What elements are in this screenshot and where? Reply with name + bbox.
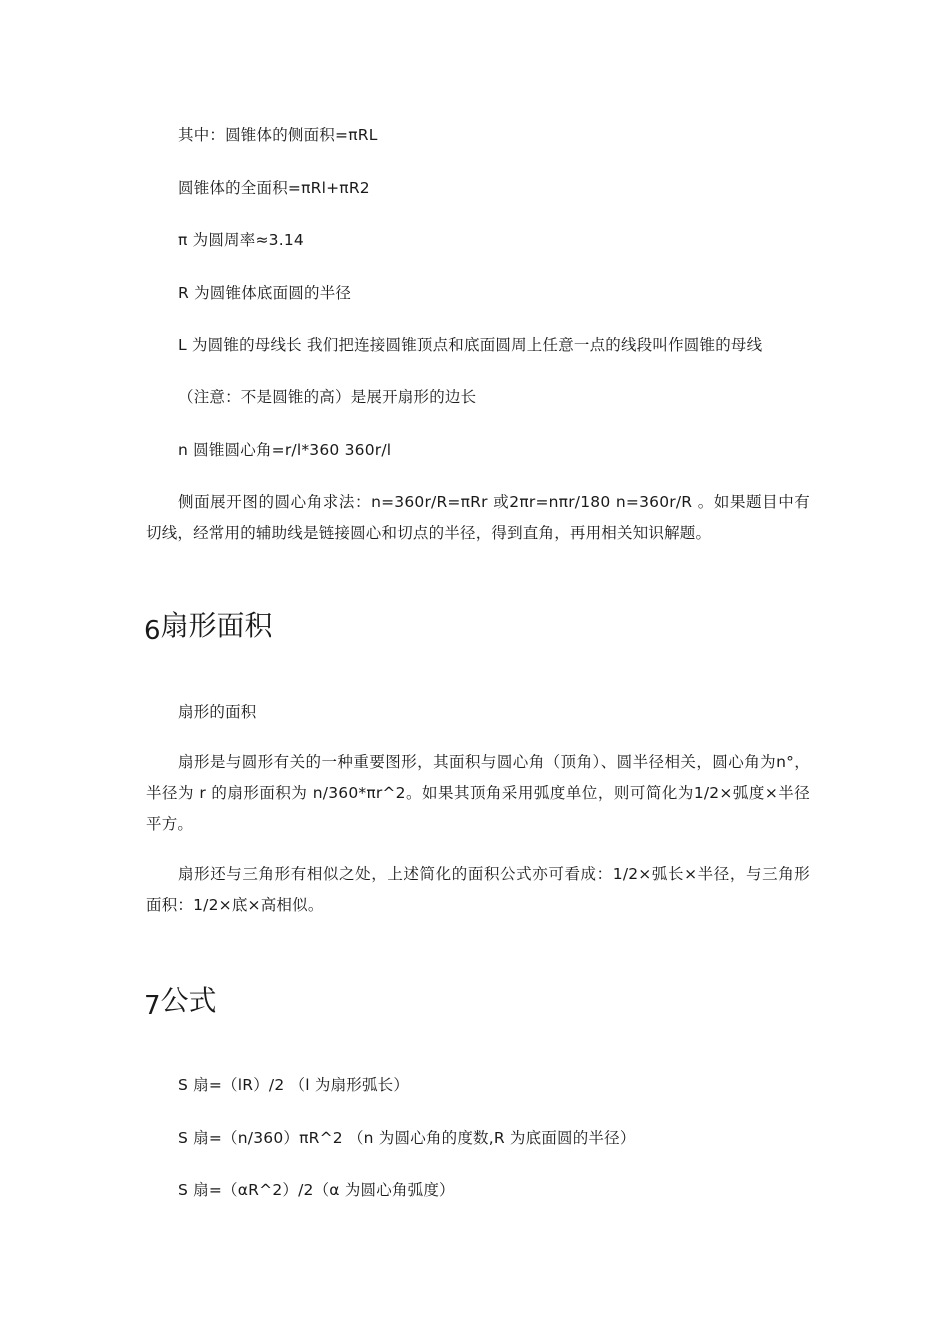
text-line: L 为圆锥的母线长 我们把连接圆锥顶点和底面圆周上任意一点的线段叫作圆锥的母线 [178, 336, 763, 354]
formula-line: S 扇=（n/360）πR^2 （n 为圆心角的度数,R 为底面圆的半径） [178, 1129, 636, 1147]
text-line: 圆锥体的全面积=πRl+πR2 [178, 179, 370, 197]
text-line: n 圆锥圆心角=r/l*360 360r/l [178, 441, 392, 459]
formula-line: S 扇=（lR）/2 （l 为扇形弧长） [178, 1076, 410, 1094]
text-line: π 为圆周率≈3.14 [178, 231, 304, 249]
section-heading-6 [144, 608, 273, 645]
subheading: 扇形的面积 [178, 703, 257, 721]
section-title: 扇形面积 [160, 609, 273, 642]
text-line: （注意：不是圆锥的高）是展开扇形的边长 [178, 388, 477, 406]
section-title: 公式 [160, 984, 217, 1017]
section-heading-7 [144, 983, 217, 1020]
body-paragraph: 侧面展开图的圆心角求法：n=360r/R=πRr 或2πr=nπr/180 n=360r/R 。如果题目中有切线，经常用的辅助线是链接圆心和切点的半径，得到直角，再用相关知识解题。 [146, 493, 810, 542]
section-number: 6 [144, 616, 161, 646]
body-paragraph: 扇形是与圆形有关的一种重要图形，其面积与圆心角（顶角）、圆半径相关，圆心角为n°，半径为 r 的扇形面积为 n/360*πr^2。如果其顶角采用弧度单位，则可简化为1/2×弧度×半径平方。 [146, 753, 810, 833]
text-line: R 为圆锥体底面圆的半径 [178, 284, 352, 302]
text-line: 其中：圆锥体的侧面积=πRL [178, 126, 378, 144]
body-paragraph: 扇形还与三角形有相似之处，上述简化的面积公式亦可看成：1/2×弧长×半径，与三角形面积：1/2×底×高相似。 [146, 865, 810, 914]
section-number: 7 [144, 991, 161, 1021]
formula-line: S 扇=（αR^2）/2（α 为圆心角弧度） [178, 1181, 455, 1199]
